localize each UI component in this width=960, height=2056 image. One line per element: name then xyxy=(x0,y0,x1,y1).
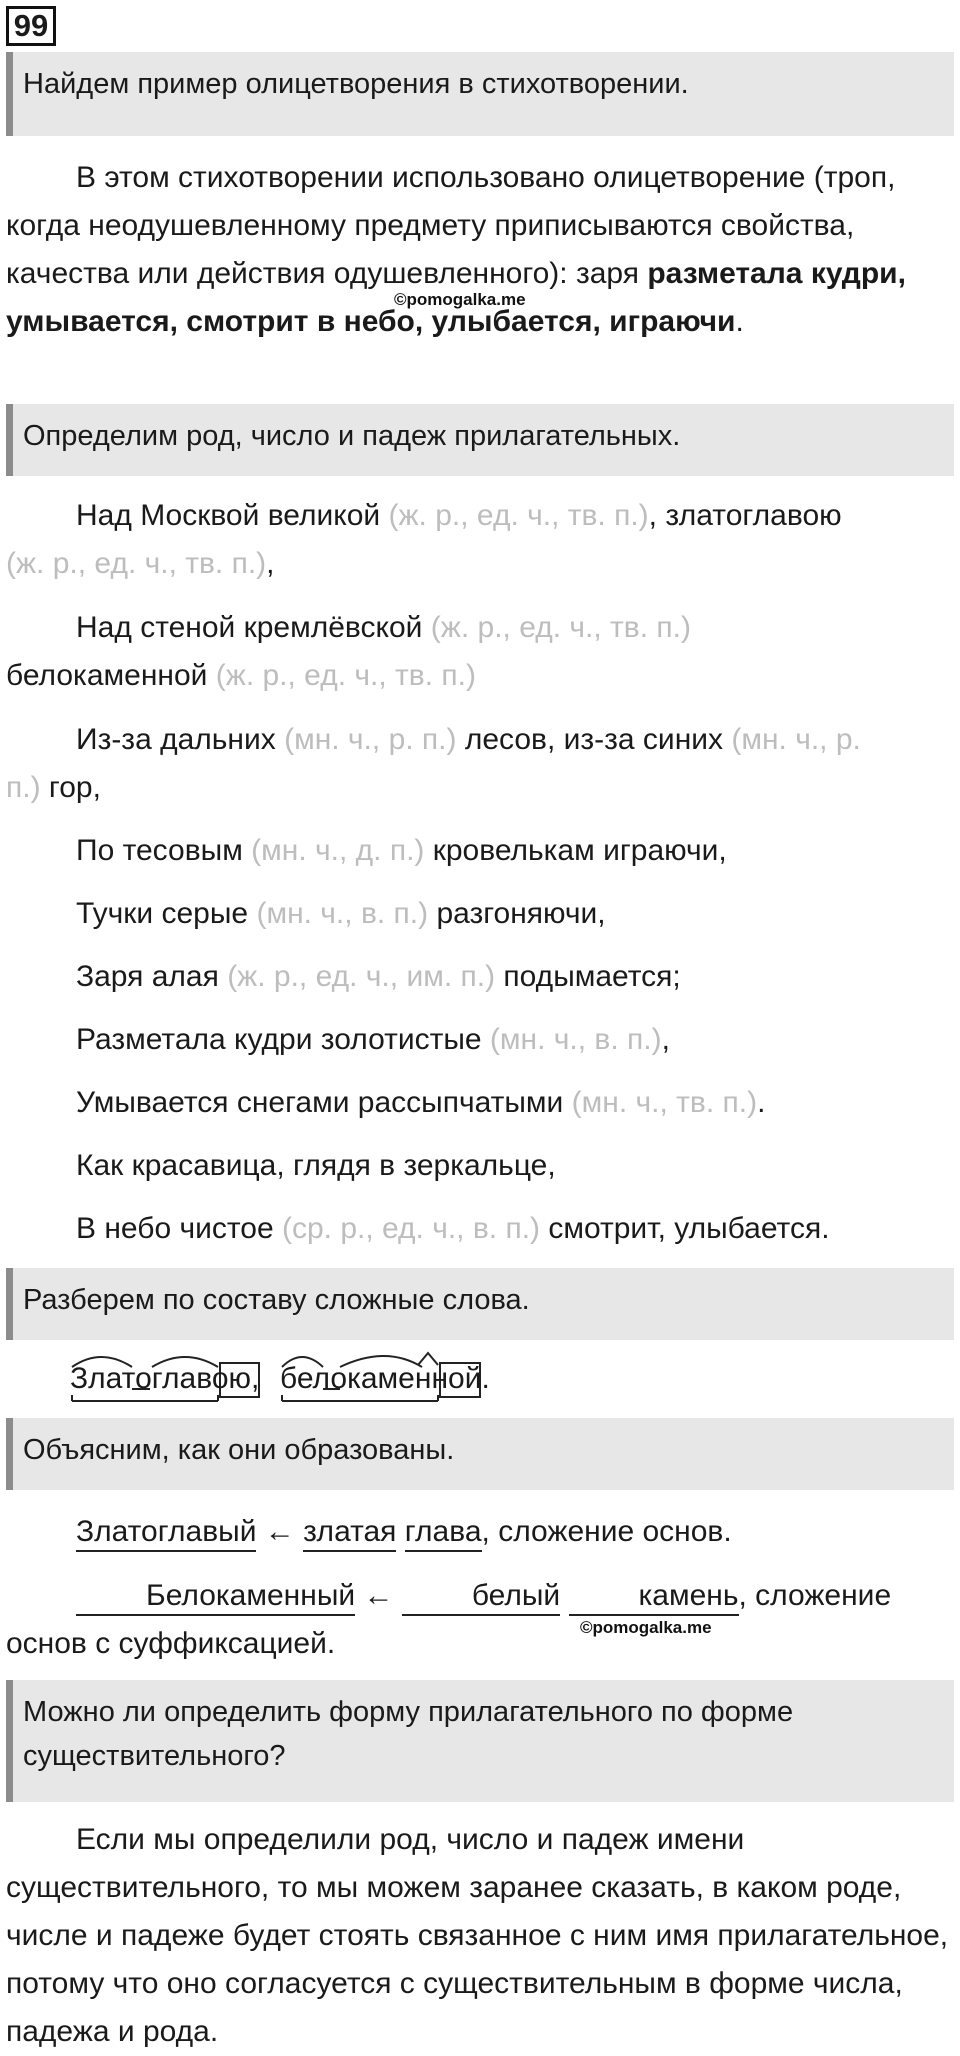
underline xyxy=(405,1550,482,1552)
grammar-note: (ж. р., ед. ч., им. п.) xyxy=(227,960,496,993)
grammar-note: (мн. ч., в. п.) xyxy=(489,1023,662,1056)
ending: ой xyxy=(448,1362,482,1395)
poem-line-7 xyxy=(76,1016,670,1064)
poem-line-8 xyxy=(76,1079,765,1127)
poem-line-6 xyxy=(76,953,681,1001)
poem-text: Заря алая xyxy=(76,960,228,993)
poem-text: , xyxy=(266,547,275,580)
word-text: Белокаменный xyxy=(146,1579,356,1612)
arrow: ← xyxy=(355,1579,402,1612)
grammar-note: (мн. ч., д. п.) xyxy=(251,834,425,867)
poem-text: Тучки серые xyxy=(76,897,257,930)
formation-text: , сложение основ с суффиксацией. xyxy=(6,1579,892,1660)
poem-text: гор, xyxy=(40,771,101,804)
derived-word xyxy=(76,1508,256,1556)
watermark: ©pomogalka.me xyxy=(580,1618,712,1637)
formation-text: , сложение основ. xyxy=(481,1515,732,1548)
answer-paragraph xyxy=(6,1816,952,2056)
poem-text: белокаменной xyxy=(6,659,216,692)
formation-line-1 xyxy=(76,1508,732,1556)
section-header-text: Объясним, как они образованы. xyxy=(23,1434,455,1466)
section-header-text: Можно ли определить форму прилагательного по форме существительного? xyxy=(23,1696,794,1772)
grammar-note: (ср. р., ед. ч., в. п.) xyxy=(281,1212,541,1245)
underline xyxy=(303,1550,396,1552)
paragraph-text: В этом стихотворении использовано олицетворение (троп, когда неодушевленному предмету приписываются свойства, качества или действия одушевленного): заря xyxy=(6,161,896,290)
grammar-note: (мн. ч., р. xyxy=(731,723,861,756)
root: глав xyxy=(151,1362,212,1395)
poem-text: разгоняючи, xyxy=(428,897,606,930)
grammar-note: (мн. ч., р. п.) xyxy=(284,723,457,756)
bold-examples: разметала кудри, умывается, смотрит в небо, улыбается, играючи xyxy=(6,257,906,338)
section-header-text: Разберем по составу сложные слова. xyxy=(23,1284,530,1316)
source-word xyxy=(402,1572,560,1620)
section-header-text: Найдем пример олицетворения в стихотворении. xyxy=(23,68,689,100)
underline xyxy=(76,1550,256,1552)
poem-text: смотрит, улыбается. xyxy=(540,1212,830,1245)
underline xyxy=(569,1614,739,1616)
poem-text: , златоглавою xyxy=(648,499,842,532)
section-header-text: Определим род, число и падеж прилагательных. xyxy=(23,420,681,452)
suffix: н xyxy=(431,1362,449,1395)
punctuation: , xyxy=(251,1362,260,1395)
poem-text: По тесовым xyxy=(76,834,252,867)
poem-text: Из-за дальних xyxy=(76,723,285,756)
link-vowel: о xyxy=(330,1362,348,1395)
grammar-note: (ж. р., ед. ч., тв. п.) xyxy=(430,611,691,644)
poem-text: Над Москвой великой xyxy=(76,499,389,532)
poem-text: подымается; xyxy=(495,960,681,993)
word-text: глава xyxy=(404,1515,482,1548)
poem-text: лесов, из-за синих xyxy=(456,723,732,756)
source-word xyxy=(405,1508,482,1556)
poem-text: кровелькам играючи, xyxy=(424,834,727,867)
source-word xyxy=(303,1508,396,1556)
word-text: белый xyxy=(471,1579,561,1612)
morpheme-word-1 xyxy=(70,1355,259,1403)
poem-text: Как красавица, глядя в зеркальце, xyxy=(76,1149,556,1182)
poem-text: Над стеной кремлёвской xyxy=(76,611,431,644)
paragraph-end: . xyxy=(735,305,744,338)
paragraph-text: Если мы определили род, число и падеж имени существительного, то мы можем заранее сказать, в каком роде, числе и падеже будет стоять связанное с ним имя прилагательное, потому что оно согласуется с существительным в форме числа, падежа и рода. xyxy=(6,1823,949,2048)
root: камен xyxy=(347,1362,432,1395)
root: бел xyxy=(280,1362,331,1395)
poem-line-2-cont xyxy=(6,652,476,700)
link-vowel: о xyxy=(135,1362,152,1395)
root: Злат xyxy=(70,1362,136,1395)
poem-line-1-cont xyxy=(6,540,275,588)
punctuation: . xyxy=(481,1362,490,1395)
section-header-personification xyxy=(6,52,954,136)
grammar-note: (ж. р., ед. ч., тв. п.) xyxy=(215,659,476,692)
poem-line-10 xyxy=(76,1205,830,1253)
grammar-note: (ж. р., ед. ч., тв. п.) xyxy=(388,499,649,532)
watermark: ©pomogalka.me xyxy=(394,290,526,309)
poem-text: . xyxy=(757,1086,766,1119)
poem-line-4 xyxy=(76,827,727,875)
morpheme-word-2 xyxy=(280,1355,490,1403)
poem-line-1 xyxy=(76,492,842,540)
section-header-question xyxy=(6,1680,954,1802)
poem-line-2 xyxy=(76,604,691,652)
poem-text: Умывается снегами рассыпчатыми xyxy=(76,1086,572,1119)
poem-text: , xyxy=(661,1023,670,1056)
morpheme-analysis xyxy=(70,1345,570,1409)
grammar-note: (мн. ч., в. п.) xyxy=(256,897,429,930)
section-header-formation xyxy=(6,1418,954,1490)
word-text: камень xyxy=(638,1579,739,1612)
grammar-note: (ж. р., ед. ч., тв. п.) xyxy=(6,547,267,580)
poem-line-3-cont xyxy=(6,764,101,812)
derived-word xyxy=(76,1572,355,1620)
ending: ою xyxy=(211,1362,252,1395)
grammar-note: (мн. ч., тв. п.) xyxy=(571,1086,758,1119)
task-number: 99 xyxy=(6,6,56,46)
section-header-composition xyxy=(6,1268,954,1340)
word-text: Златоглавый xyxy=(76,1515,257,1548)
grammar-note: п.) xyxy=(6,771,41,804)
section-header-adjectives xyxy=(6,404,954,476)
formation-line-2 xyxy=(6,1572,952,1668)
poem-line-5 xyxy=(76,890,606,938)
arrow: ← xyxy=(256,1515,304,1548)
underline xyxy=(76,1614,355,1616)
personification-paragraph xyxy=(6,154,952,346)
poem-line-9 xyxy=(76,1142,556,1190)
poem-text: Разметала кудри золотистые xyxy=(76,1023,490,1056)
poem-text: В небо чистое xyxy=(76,1212,282,1245)
underline xyxy=(402,1614,560,1616)
source-word xyxy=(569,1572,739,1620)
word-text: златая xyxy=(303,1515,397,1548)
poem-line-3 xyxy=(76,716,861,764)
